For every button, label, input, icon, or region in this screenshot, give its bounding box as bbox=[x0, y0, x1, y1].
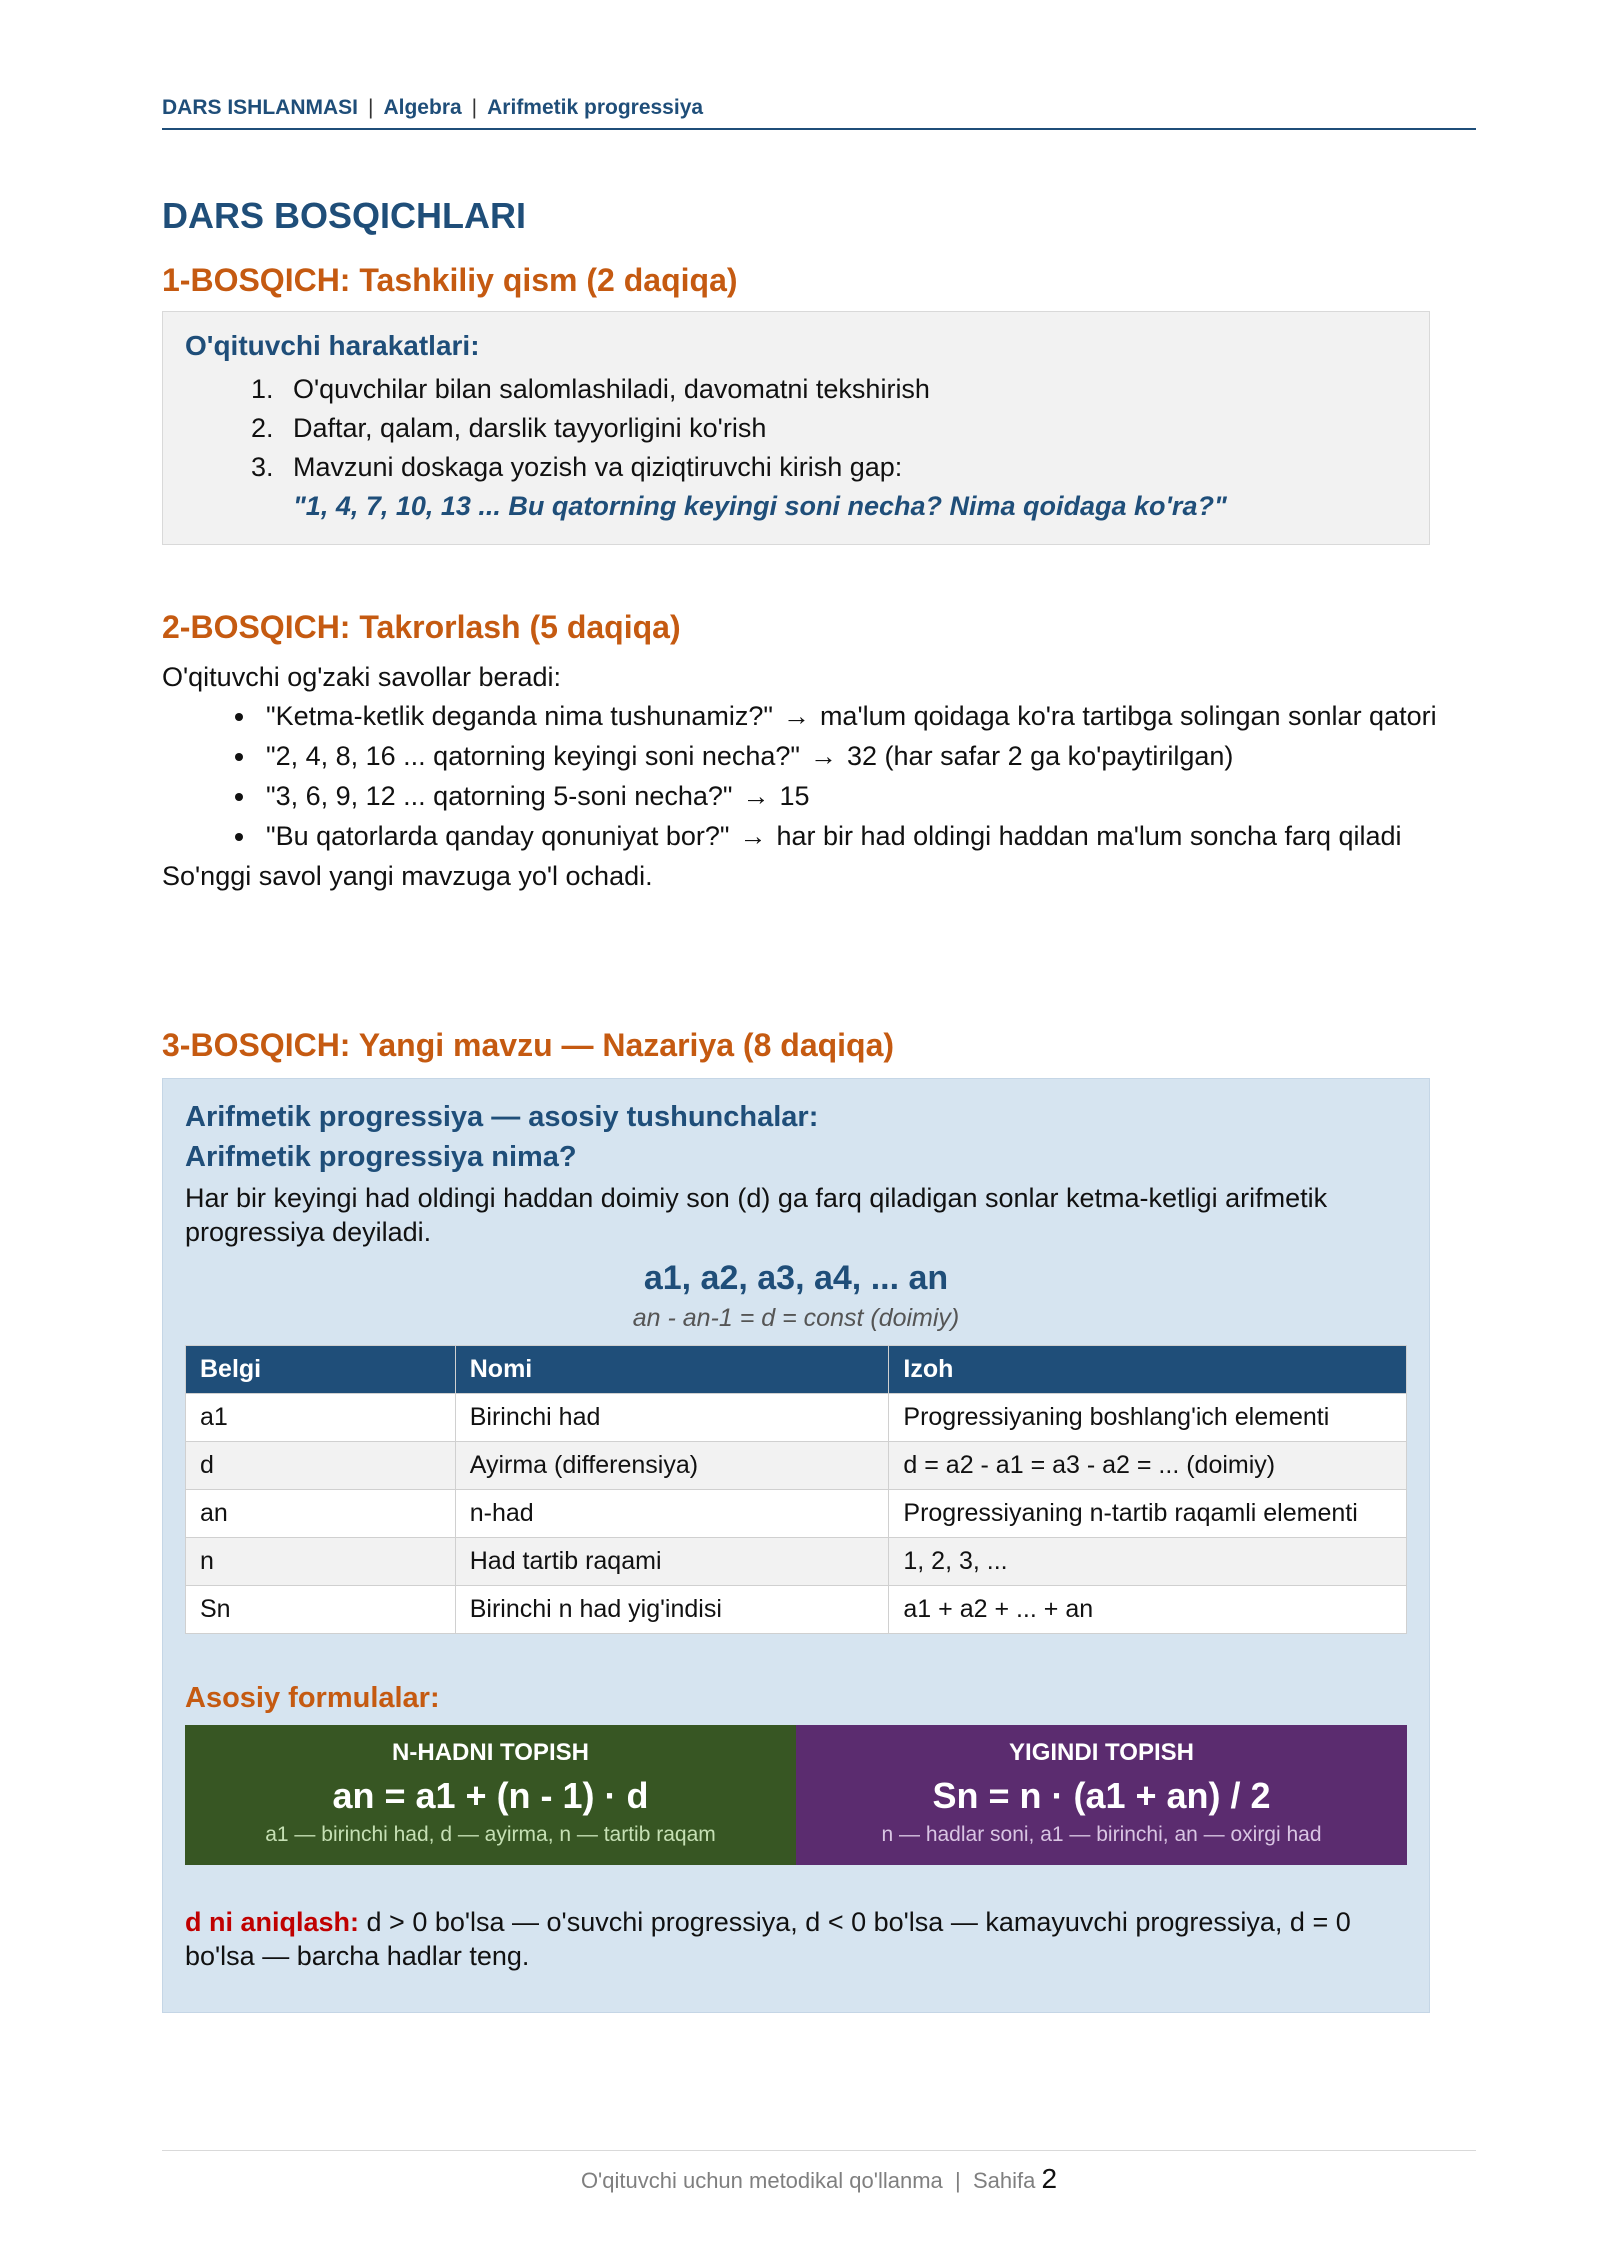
arrow-right-icon: → bbox=[810, 741, 838, 771]
table-cell: d = a2 - a1 = a3 - a2 = ... (doimiy) bbox=[889, 1442, 1407, 1490]
list-item bbox=[258, 779, 1476, 814]
list-item bbox=[258, 739, 1476, 774]
formulas-heading: Asosiy formulalar: bbox=[185, 1682, 440, 1714]
table-row bbox=[186, 1442, 1407, 1490]
table-row bbox=[186, 1538, 1407, 1586]
formula-note: n — hadlar soni, a1 — birinchi, an — oxirgi had bbox=[881, 1823, 1322, 1846]
table-cell: Progressiyaning n-tartib raqamli elementi bbox=[889, 1490, 1407, 1538]
arrow-right-icon: → bbox=[739, 821, 767, 851]
arrow-right-icon: → bbox=[742, 781, 770, 811]
intro-quote: "1, 4, 7, 10, 13 ... Bu qatorning keyingi soni necha? Nima qoidaga ko'ra?" bbox=[293, 491, 1227, 521]
stage1-box-heading: O'qituvchi harakatlari: bbox=[185, 330, 480, 361]
question-text: "Bu qatorlarda qanday qonuniyat bor?" bbox=[266, 821, 730, 851]
formula-note: a1 — birinchi had, d — ayirma, n — tartib raqam bbox=[265, 1823, 716, 1846]
header-separator: | bbox=[368, 96, 374, 119]
stage2-content bbox=[162, 660, 1476, 894]
list-item: 1. O'quvchilar bilan salomlashiladi, davomatni tekshirish bbox=[281, 370, 1407, 409]
answer-text: har bir had oldingi haddan ma'lum soncha farq qiladi bbox=[776, 821, 1402, 851]
table-cell: n bbox=[186, 1538, 456, 1586]
arrow-right-icon: → bbox=[782, 701, 810, 731]
formula-card-title: YIGINDI TOPISH bbox=[1009, 1739, 1194, 1766]
question-text: "Ketma-ketlik deganda nima tushunamiz?" bbox=[266, 701, 773, 731]
table-row bbox=[186, 1586, 1407, 1634]
table-cell: Sn bbox=[186, 1586, 456, 1634]
list-item bbox=[258, 699, 1476, 734]
page-footer bbox=[162, 2150, 1476, 2195]
d-note-label: d ni aniqlash: bbox=[185, 1907, 360, 1937]
table-cell: a1 bbox=[186, 1394, 456, 1442]
footer-separator: | bbox=[955, 2168, 961, 2193]
definition-question: Arifmetik progressiya nima? bbox=[185, 1141, 577, 1173]
formula-expression: Sn = n · (a1 + an) / 2 bbox=[932, 1775, 1271, 1816]
stage1-heading: 1-BOSQICH: Tashkiliy qism (2 daqiqa) bbox=[162, 262, 738, 298]
definition-text: Har bir keyingi had oldingi haddan doimiy son (d) ga farq qiladigan sonlar ketma-ketligi arifmetik progressiya deyiladi. bbox=[185, 1183, 1328, 1247]
header-doc-type: DARS ISHLANMASI bbox=[162, 96, 359, 119]
stage3-box bbox=[162, 1078, 1430, 2013]
notation-table bbox=[185, 1345, 1407, 1634]
answer-text: 32 (har safar 2 ga ko'paytirilgan) bbox=[847, 741, 1234, 771]
formula-cards bbox=[185, 1725, 1407, 1865]
d-determination-note bbox=[185, 1905, 1407, 1973]
answer-text: 15 bbox=[779, 781, 810, 811]
stage3-heading: 3-BOSQICH: Yangi mavzu — Nazariya (8 daqiqa) bbox=[162, 1027, 895, 1063]
list-item: 2. Daftar, qalam, darslik tayyorligini ko'rish bbox=[281, 409, 1407, 448]
stage1-steps-list bbox=[185, 370, 1407, 526]
column-header: Nomi bbox=[455, 1346, 889, 1394]
stage2-heading: 2-BOSQICH: Takrorlash (5 daqiqa) bbox=[162, 609, 681, 645]
page-title: DARS BOSQICHLARI bbox=[162, 195, 527, 236]
table-cell: an bbox=[186, 1490, 456, 1538]
table-row bbox=[186, 1490, 1407, 1538]
stage2-questions-list bbox=[162, 699, 1476, 854]
table-cell: Birinchi n had yig'indisi bbox=[455, 1586, 889, 1634]
footer-page-label: Sahifa bbox=[972, 2168, 1036, 2193]
formula-card-title: N-HADNI TOPISH bbox=[392, 1739, 589, 1766]
question-text: "3, 6, 9, 12 ... qatorning 5-soni necha?" bbox=[266, 781, 733, 811]
d-note-text: d > 0 bo'lsa — o'suvchi progressiya, d < 0 bo'lsa — kamayuvchi progressiya, d = 0 bo'lsa — barcha hadlar teng. bbox=[185, 1907, 1351, 1971]
sequence-notation: a1, a2, a3, a4, ... an bbox=[643, 1259, 949, 1297]
table-cell: 1, 2, 3, ... bbox=[889, 1538, 1407, 1586]
table-cell: n-had bbox=[455, 1490, 889, 1538]
formula-expression: an = a1 + (n - 1) · d bbox=[332, 1775, 649, 1816]
answer-text: ma'lum qoidaga ko'ra tartibga solingan sonlar qatori bbox=[819, 701, 1437, 731]
stage2-intro: O'qituvchi og'zaki savollar beradi: bbox=[162, 662, 562, 692]
stage2-outro: So'nggi savol yangi mavzuga yo'l ochadi. bbox=[162, 861, 653, 891]
table-cell: Birinchi had bbox=[455, 1394, 889, 1442]
question-text: "2, 4, 8, 16 ... qatorning keyingi soni necha?" bbox=[266, 741, 801, 771]
page-number: 2 bbox=[1041, 2163, 1058, 2194]
table-cell: Progressiyaning boshlang'ich elementi bbox=[889, 1394, 1407, 1442]
footer-text: O'qituvchi uchun metodikal qo'llanma bbox=[580, 2168, 943, 2193]
table-cell: a1 + a2 + ... + an bbox=[889, 1586, 1407, 1634]
header-separator: | bbox=[471, 96, 478, 119]
list-item: 3. Mavzuni doskaga yozish va qiziqtiruvchi kirish gap: "1, 4, 7, 10, 13 ... Bu qatorning keyingi soni necha? Nima qoidaga ko'ra?" bbox=[281, 448, 1407, 526]
table-cell: Ayirma (differensiya) bbox=[455, 1442, 889, 1490]
table-header-row bbox=[186, 1346, 1407, 1394]
stage1-box bbox=[162, 311, 1430, 545]
nth-term-formula-card bbox=[185, 1725, 796, 1865]
header-topic: Arifmetik progressiya bbox=[487, 96, 704, 119]
header-subject: Algebra bbox=[383, 96, 462, 119]
table-cell: Had tartib raqami bbox=[455, 1538, 889, 1586]
table-cell: d bbox=[186, 1442, 456, 1490]
column-header: Izoh bbox=[889, 1346, 1407, 1394]
list-item bbox=[258, 819, 1476, 854]
difference-formula: an - an-1 = d = const (doimiy) bbox=[632, 1304, 960, 1332]
running-header bbox=[162, 96, 1476, 130]
stage3-box-heading: Arifmetik progressiya — asosiy tushunchalar: bbox=[185, 1101, 819, 1133]
sum-formula-card bbox=[796, 1725, 1407, 1865]
table-row bbox=[186, 1394, 1407, 1442]
column-header: Belgi bbox=[186, 1346, 456, 1394]
